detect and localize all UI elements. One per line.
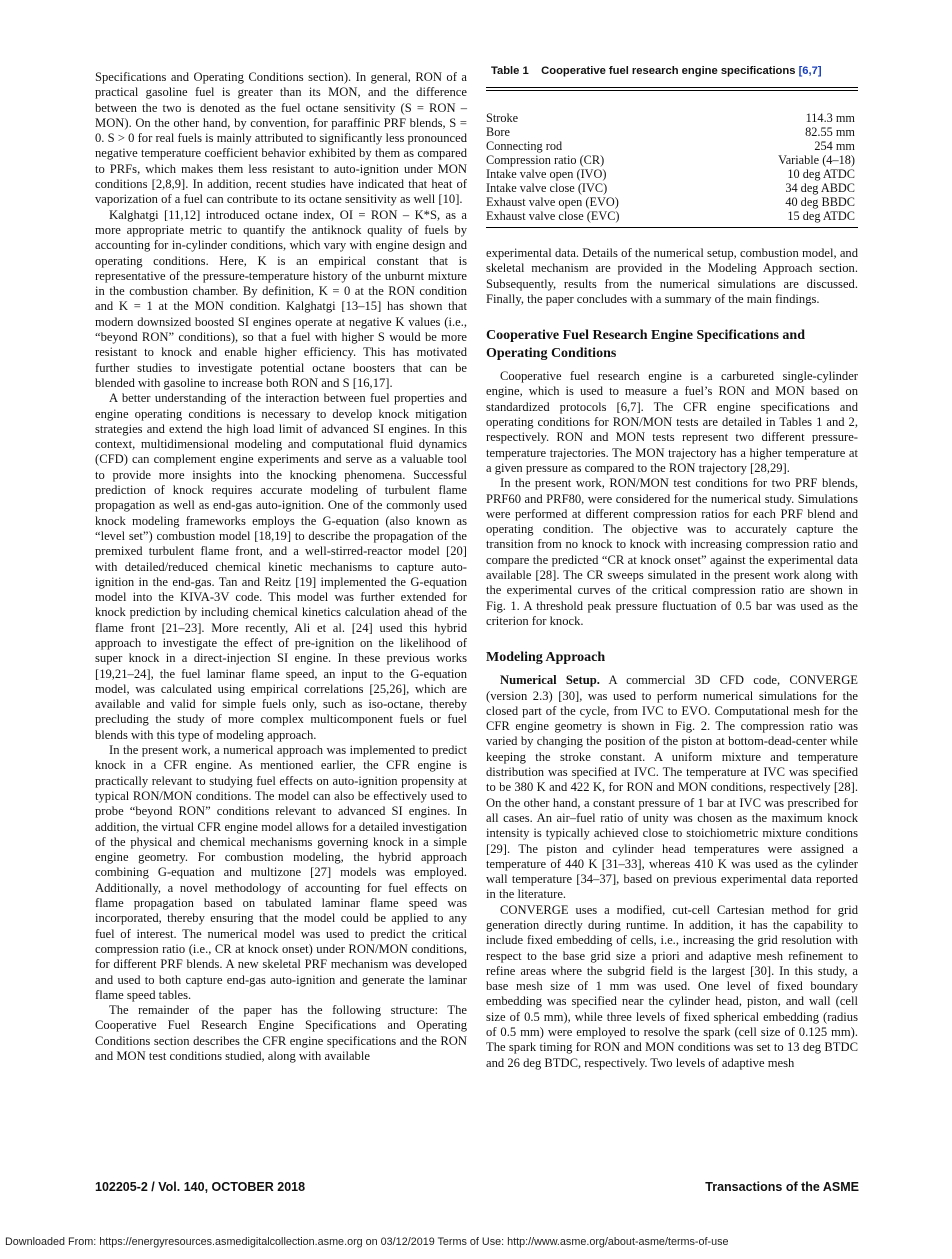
spec-table: [486, 111, 858, 223]
table-cell-parameter: Intake valve close (IVC): [486, 181, 608, 195]
table-cell-value: 40 deg BBDC: [785, 195, 855, 209]
subsection-runin: Numerical Setup.: [500, 673, 600, 688]
paragraph: In the present work, RON/MON test conditions for two PRF blends, PRF60 and PRF80, were considered for the numerical study. Simulations were performed at different compression ratios for each PRF blend and operating condition. The objective was to accurately capture the transition from no knock to knock with increasing compression ratio and compare the predicted “CR at knock onset” against the experimental data available [28]. The CR sweeps simulated in the present work along with the experimental curves of the critical compression ratio are shown in Fig. 1. A threshold peak pressure fluctuation of 0.5 bar was used as the criterion for knock.: [486, 476, 858, 628]
table-frame: [486, 87, 858, 228]
download-notice: Downloaded From: https://energyresources.asmedigitalcollection.asme.org on 03/12/2019 Terms of Use: http://www.asme.org/about-asme/terms-of-use: [5, 1236, 729, 1248]
table-cell-parameter: Exhaust valve close (EVC): [486, 209, 620, 223]
table-cell-value: 10 deg ATDC: [787, 167, 855, 181]
table-cell-value: 15 deg ATDC: [787, 209, 855, 223]
table-row: [486, 153, 858, 167]
table-cell-value: Variable (4–18): [778, 153, 855, 167]
table-cell-parameter: Bore: [486, 125, 510, 139]
paragraph: The remainder of the paper has the following structure: The Cooperative Fuel Research Engine Specifications and Operating Conditions section describes the CFR engine specifications and the RON and MON test conditions studied, along with available: [95, 1003, 467, 1063]
section-heading-cfr: Cooperative Fuel Research Engine Specifications and Operating Conditions: [486, 328, 806, 362]
right-column: [486, 64, 858, 1071]
section-heading-modeling: Modeling Approach: [486, 650, 606, 666]
table-cell-parameter: Exhaust valve open (EVO): [486, 195, 619, 209]
table-row: [486, 209, 858, 223]
table-cell-parameter: Compression ratio (CR): [486, 153, 605, 167]
table-caption-text: Cooperative fuel research engine specifications: [541, 65, 796, 77]
table-row: [486, 181, 858, 195]
table-cell-value: 82.55 mm: [805, 125, 855, 139]
paragraph: Kalghatgi [11,12] introduced octane index, OI = RON – K*S, as a more appropriate metric to quantify the antiknock quality of fuels by accounting for in-cylinder conditions, which vary with engine design and operating conditions. Here, K is an empirical constant that is representative of the pressure-temperature history of the unburnt mixture in the combustion chamber. By definition, K = 0 at the RON condition and K = 1 at the MON condition. Kalghatgi [13–15] has shown that modern downsized boosted SI engines operate at negative K values (i.e., “beyond RON” conditions), so that a fuel with higher S would be more resistant to knock and enable higher efficiency. This has motivated further studies to investigate potential octane boosters that can be blended with gasoline to increase both RON and S [16,17].: [95, 207, 467, 390]
paragraph: A better understanding of the interaction between fuel properties and engine operating conditions is necessary to develop knock mitigation strategies and extend the high load limit of advanced SI engines. In this context, multidimensional modeling and computational fluid dynamics (CFD) can complement engine experiments and serve as a valuable tool to provide more insights into the knocking phenomena. Successful prediction of knock requires accurate modeling of turbulent flame propagation as well as end-gas auto-ignition. One of the commonly used knock modeling frameworks employs the G-equation (also known as “level set”) combustion model [18,19] to describe the propagation of the premixed turbulent flame front, and a well-stirred-reactor model [20] with detailed/reduced chemical kinetic mechanisms to capture auto-ignition in the end-gas. Tan and Reitz [19] implemented the G-equation model into the KIVA-3V code. This model was further extended for knock prediction by including chemical kinetics calculation ahead of the flame front [21–23]. More recently, Ali et al. [24] used this hybrid approach to investigate the effect of pre-ignition on the likelihood of super knock in a direct-injection SI engine. In these previous works [19,21–24], the fuel laminar flame speed, an input to the G-equation model, was calculated using empirical correlations [25,26], which are available and valid for simple fuels only, such as iso-octane, thereby precluding the study of more complex multicomponent fuels or fuel blends with this type of modeling approach.: [95, 391, 467, 742]
table-row: [486, 139, 858, 153]
footer-journal-info: 102205-2 / Vol. 140, OCTOBER 2018: [95, 1180, 306, 1194]
table-caption: [491, 64, 858, 78]
left-column: [95, 70, 467, 1064]
paragraph: In the present work, a numerical approach was implemented to predict knock in a CFR engine. As mentioned earlier, the CFR engine is practically relevant to studying fuel effects on auto-ignition propensity at typical RON/MON conditions. The model can also be effectively used to probe “beyond RON” conditions relevant to advanced SI engines. In addition, the virtual CFR engine model allows for a detailed investigation of the physical and chemical mechanisms governing knock in a simple engine geometry. For combustion modeling, the hybrid approach combining G-equation and multizone [27] models was employed. Additionally, a novel methodology of accounting for fuel effects on flame propagation based on tabulated laminar flame speed was incorporated, thereby ensuring that the model could be applied to any fuel of interest. The numerical model was used to predict the critical compression ratio (i.e., CR at knock onset) under RON/MON conditions, for different PRF blends. A new skeletal PRF mechanism was developed and used to both capture end-gas auto-ignition and generate the laminar flame speed tables.: [95, 743, 467, 1002]
table-row: [486, 125, 858, 139]
paragraph-text: A commercial 3D CFD code, CONVERGE (version 2.3) [30], was used to perform numerical simulations for the closed part of the cycle, from IVC to EVO. Computational mesh for the CFR engine geometry is shown in Fig. 2. The compression ratio was varied by changing the position of the piston at bottom-dead-center while keeping the stroke constant. A uniform mixture and temperature distribution was specified at IVC. The temperature at IVC was specified to be 380 K and 422 K, for RON and MON conditions, respectively [28]. On the other hand, a constant pressure of 1 bar at IVC was prescribed for all cases. An air–fuel ratio of unity was chosen as the maximum knock intensity is typically achieved close to stoichiometric mixture conditions [29]. The piston and cylinder head temperatures were assigned a temperature of 440 K [31–33], whereas 410 K was used as the cylinder wall temperature [34–37], based on previous experimental data reported in the literature.: [486, 673, 858, 902]
paragraph: Cooperative fuel research engine is a carbureted single-cylinder engine, which is used to measure a fuel’s RON and MON based on standardized protocols [6,7]. The CFR engine specifications and operating conditions for RON/MON tests are detailed in Tables 1 and 2, respectively. RON and MON tests represent two different pressure-temperature trajectories. The MON trajectory has a higher temperature at a given pressure as compared to the RON trajectory [28,29].: [486, 369, 858, 475]
paragraph: CONVERGE uses a modified, cut-cell Cartesian method for grid generation directly during runtime. In addition, it has the capability to include fixed embedding of cells, i.e., increasing the grid resolution with respect to the base grid size a priori and adaptive mesh refinement to refine areas where the subgrid field is the largest [30]. In this study, a base mesh size of 1 mm was used. One level of fixed boundary embedding was specified near the cylinder head, piston, and wall (cell size of 0.5 mm), while three levels of fixed spherical embedding (radius of 0.5 mm) were employed to resolve the spark (cell size of 0.125 mm). The spark timing for RON and MON conditions was set to 13 deg BTDC and 26 deg BTDC, respectively. Two levels of adaptive mesh: [486, 902, 858, 1070]
paragraph: Specifications and Operating Conditions section). In general, RON of a practical gasoline fuel is greater than its MON, and the difference between the two is denoted as the fuel octane sensitivity (S = RON – MON). On the other hand, by convention, for paraffinic PRF blends, S = 0. S > 0 for real fuels is mainly attributed to significantly less pronounced negative temperature coefficient behavior exhibited by them as compared to PRFs, which makes them less resistant to auto-ignition under MON conditions [2,8,9]. In addition, recent studies have indicated that heat of vaporization of a fuel can contribute to its octane sensitivity as well [10].: [95, 70, 467, 207]
table-cell-value: 34 deg ABDC: [785, 181, 855, 195]
table-row: [486, 195, 858, 209]
paragraph: [486, 673, 858, 902]
table-row: [486, 111, 858, 125]
paragraph: experimental data. Details of the numerical setup, combustion model, and skeletal mechanism are provided in the Modeling Approach section. Subsequently, results from the numerical simulations are discussed. Finally, the paper concludes with a summary of the main findings.: [486, 246, 858, 306]
table-1: [486, 64, 858, 228]
table-cell-value: 114.3 mm: [805, 111, 855, 125]
table-cell-parameter: Intake valve open (IVO): [486, 167, 607, 181]
footer-journal-title: Transactions of the ASME: [705, 1180, 859, 1194]
table-cell-parameter: Connecting rod: [486, 139, 563, 153]
table-cell-value: 254 mm: [814, 139, 855, 153]
table-caption-ref[interactable]: [6,7]: [798, 65, 822, 77]
table-row: [486, 167, 858, 181]
table-label: Table 1: [491, 65, 529, 77]
table-cell-parameter: Stroke: [486, 111, 519, 125]
